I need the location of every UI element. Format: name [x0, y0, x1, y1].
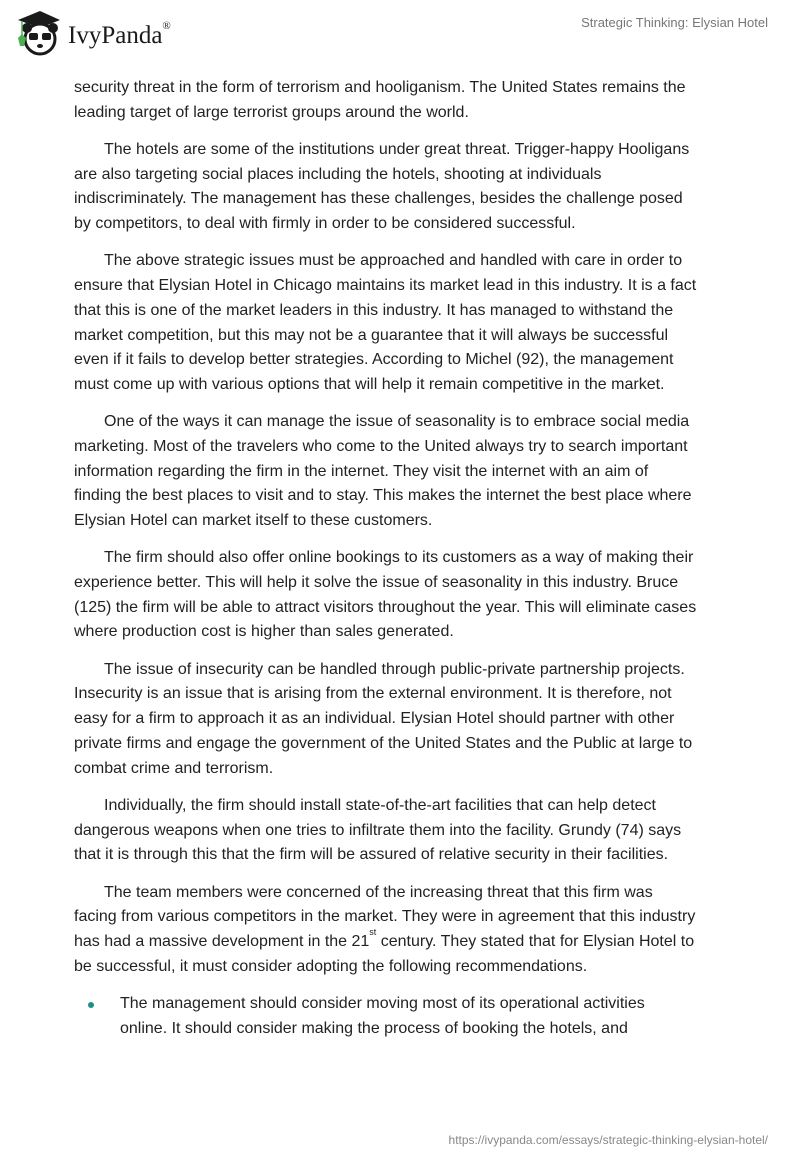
text-line: ensure that Elysian Hotel in Chicago maintains its market lead in this industry. It is a fact — [74, 277, 697, 295]
ivypanda-logo[interactable] — [14, 8, 171, 58]
text-line: Insecurity is an issue that is arising from the external environment. It is therefore, not — [74, 685, 672, 703]
paragraph — [74, 138, 734, 237]
text-line: Elysian Hotel can market itself to these customers. — [74, 512, 433, 530]
text-line: The firm should also offer online bookings to its customers as a way of making their — [104, 549, 694, 567]
text-line: One of the ways it can manage the issue of seasonality is to embrace social media — [104, 413, 690, 431]
text-line: easy for a firm to approach it as an individual. Elysian Hotel should partner with other — [74, 710, 675, 728]
text-span: century. They stated that for Elysian Hotel to — [376, 932, 695, 950]
paragraph — [74, 546, 734, 645]
document-title: Strategic Thinking: Elysian Hotel — [581, 15, 768, 30]
text-line: must come up with various options that will help it remain competitive in the market. — [74, 375, 665, 393]
text-line: The management should consider moving most of its operational activities — [120, 994, 645, 1012]
registered-mark: ® — [162, 20, 171, 32]
superscript: st — [369, 926, 377, 937]
logo-text: IvyPanda — [68, 22, 163, 49]
paragraph — [74, 410, 734, 534]
text-line: Individually, the firm should install state-of-the-art facilities that can help detect — [104, 796, 656, 814]
text-line: The hotels are some of the institutions under great threat. Trigger-happy Hooligans — [104, 141, 690, 158]
paragraph — [74, 76, 734, 125]
text-line: finding the best places to visit and to stay. This makes the internet the best place where — [74, 487, 692, 505]
paragraph — [74, 249, 734, 397]
panda-graduate-icon — [14, 8, 62, 58]
text-line: that this is one of the market leaders in this industry. It has managed to withstand the — [74, 301, 674, 319]
essay-content — [74, 76, 734, 1041]
text-line: (125) the firm will be able to attract visitors throughout the year. This will eliminate cases — [74, 598, 697, 616]
text-line: The team members were concerned of the increasing threat that this firm was — [104, 883, 653, 901]
text-line: that it is through this that the firm will be assured of relative security in their facilities. — [74, 846, 669, 864]
text-line: by competitors, to deal with firmly in order to be considered successful. — [74, 215, 576, 233]
text-line: marketing. Most of the travelers who come to the United always try to search important — [74, 437, 688, 455]
text-line: security threat in the form of terrorism and hooliganism. The United States remains the — [74, 79, 686, 96]
text-line: facing from various competitors in the market. They were in agreement that this industry — [74, 908, 696, 926]
text-line: The above strategic issues must be approached and handled with care in order to — [104, 252, 683, 270]
bullet-item — [74, 992, 734, 1041]
text-line: are also targeting social places including the hotels, shooting at individuals — [74, 165, 602, 183]
paragraph — [74, 881, 734, 980]
bullet-dot-icon — [88, 1002, 94, 1008]
text-line: even if it fails to develop better strategies. According to Michel (92), the management — [74, 351, 674, 369]
text-line: be successful, it must consider adopting the following recommendations. — [74, 957, 588, 975]
paragraph — [74, 794, 734, 868]
text-line: market competition, but this may not be a guarantee that it will always be successful — [74, 326, 669, 344]
text-line: indiscriminately. The management has these challenges, besides the challenge posed — [74, 190, 683, 208]
text-line: online. It should consider making the process of booking the hotels, and — [120, 1019, 628, 1037]
text-line: experience better. This will help it solve the issue of seasonality in this industry. Bruce — [74, 574, 679, 592]
text-line: dangerous weapons when one tries to infiltrate them into the facility. Grundy (74) says — [74, 821, 682, 839]
text-span: has had a massive development in the 21 — [74, 932, 370, 950]
source-url[interactable]: https://ivypanda.com/essays/strategic-thinking-elysian-hotel/ — [448, 1133, 768, 1147]
text-line: information regarding the firm in the internet. They visit the internet with an aim of — [74, 462, 649, 480]
text-line — [74, 926, 734, 955]
paragraph — [74, 658, 734, 782]
text-line: The issue of insecurity can be handled through public-private partnership projects. — [104, 660, 685, 678]
text-line: where production cost is higher than sales generated. — [74, 623, 454, 641]
text-line: combat crime and terrorism. — [74, 759, 274, 777]
text-line: private firms and engage the government of the United States and the Public at large to — [74, 734, 693, 752]
text-line: leading target of large terrorist groups around the world. — [74, 103, 469, 121]
